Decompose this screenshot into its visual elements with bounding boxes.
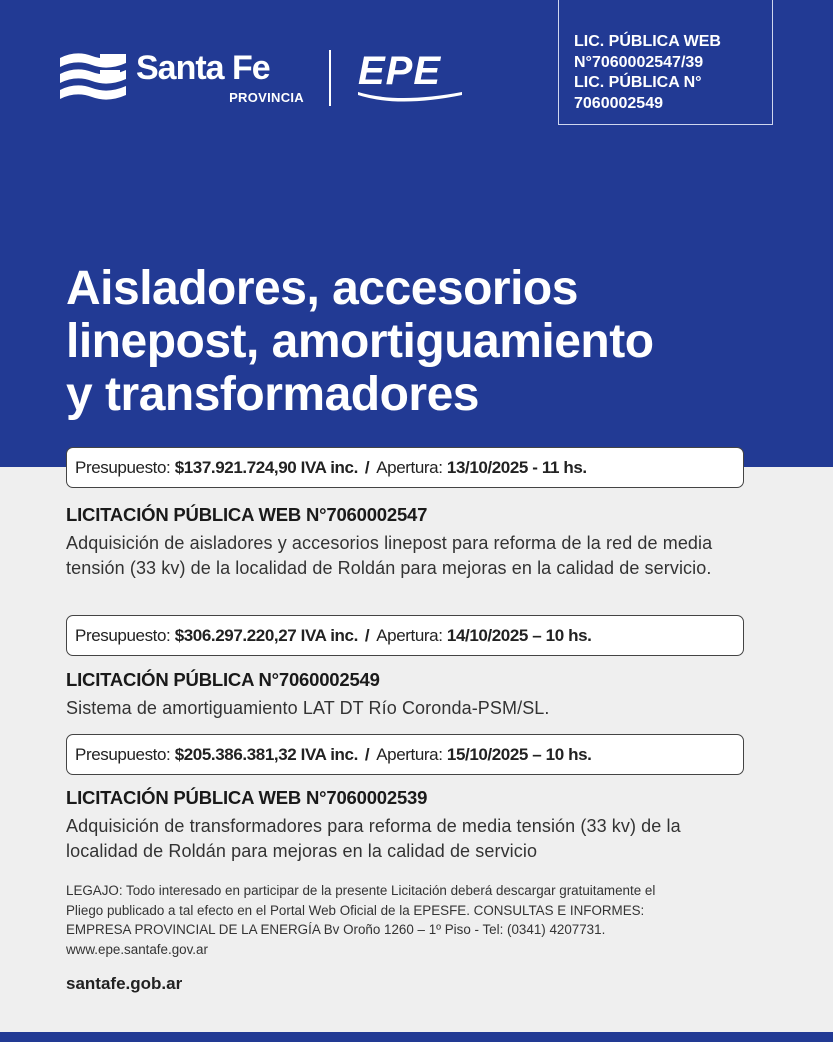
bottom-bar bbox=[0, 1032, 833, 1042]
legal-line: EMPRESA PROVINCIAL DE LA ENERGÍA Bv Oroño 1260 – 1º Piso - Tel: (0341) 4207731. bbox=[66, 922, 606, 937]
tender-section bbox=[66, 669, 756, 721]
santa-fe-logo bbox=[58, 48, 442, 108]
budget-value: $306.297.220,27 IVA inc. bbox=[174, 625, 358, 645]
brand-subtitle: PROVINCIA bbox=[229, 90, 304, 105]
legal-url[interactable]: www.epe.santafe.gov.ar bbox=[66, 941, 208, 957]
opening-label: Apertura: bbox=[376, 744, 443, 764]
opening-label: Apertura: bbox=[376, 457, 443, 477]
headline-line: linepost, amortiguamiento bbox=[66, 315, 654, 368]
opening-value: 14/10/2025 – 10 hs. bbox=[446, 625, 592, 645]
tender-description: Adquisición de transformadores para reforma de media tensión (33 kv) de la localidad de Roldán para mejoras en la calidad de servicio bbox=[66, 816, 681, 861]
budget-label: Presupuesto: bbox=[75, 457, 171, 477]
headline-line: y transformadores bbox=[66, 368, 479, 421]
license-line: 7060002549 bbox=[574, 94, 663, 112]
headline-line: Aisladores, accesorios bbox=[66, 262, 578, 315]
legal-notice bbox=[66, 881, 746, 959]
opening-label: Apertura: bbox=[376, 625, 443, 645]
license-line: N°7060002547/39 bbox=[574, 53, 704, 71]
tender-title: LICITACIÓN PÚBLICA N°7060002549 bbox=[66, 669, 380, 690]
budget-box: Presupuesto: $306.297.220,27 IVA inc. / Apertura: 14/10/2025 – 10 hs. bbox=[66, 615, 744, 656]
tender-title: LICITACIÓN PÚBLICA WEB N°7060002539 bbox=[66, 787, 428, 808]
tender-section bbox=[66, 787, 756, 863]
header-band bbox=[0, 0, 833, 467]
tender-section bbox=[66, 504, 756, 580]
headline bbox=[66, 262, 786, 421]
budget-label: Presupuesto: bbox=[75, 625, 171, 645]
budget-box: Presupuesto: $137.921.724,90 IVA inc. / Apertura: 13/10/2025 - 11 hs. bbox=[66, 447, 744, 488]
brand-name: Santa Fe bbox=[136, 49, 270, 87]
license-line: LIC. PÚBLICA WEB bbox=[574, 33, 721, 50]
footer-website-link[interactable]: santafe.gob.ar bbox=[66, 974, 183, 993]
budget-value: $137.921.724,90 IVA inc. bbox=[174, 457, 358, 477]
tender-description: Adquisición de aisladores y accesorios linepost para reforma de la red de media tensión (33 kv) de la localidad de Roldán para mejoras en la calidad de servicio. bbox=[66, 533, 713, 578]
opening-value: 13/10/2025 - 11 hs. bbox=[446, 457, 587, 477]
license-line: LIC. PÚBLICA N° bbox=[574, 74, 702, 91]
license-box bbox=[558, 0, 773, 125]
budget-label: Presupuesto: bbox=[75, 744, 171, 764]
epe-swoosh-icon bbox=[358, 90, 462, 104]
tender-title: LICITACIÓN PÚBLICA WEB N°7060002547 bbox=[66, 504, 428, 525]
budget-box: Presupuesto: $205.386.381,32 IVA inc. / Apertura: 15/10/2025 – 10 hs. bbox=[66, 734, 744, 775]
legal-line: LEGAJO: Todo interesado en participar de la presente Licitación deberá descargar gratuitamente el bbox=[66, 883, 656, 898]
epe-logo bbox=[358, 50, 464, 106]
opening-value: 15/10/2025 – 10 hs. bbox=[446, 744, 592, 764]
legal-line: Pliego publicado a tal efecto en el Portal Web Oficial de la EPESFE. CONSULTAS E INFORMES: bbox=[66, 902, 645, 918]
santa-fe-emblem-icon bbox=[58, 50, 130, 106]
epe-logo-text: EPE bbox=[358, 49, 442, 93]
logo-divider bbox=[329, 50, 331, 106]
tender-description: Sistema de amortiguamiento LAT DT Río Coronda-PSM/SL. bbox=[66, 698, 550, 718]
budget-value: $205.386.381,32 IVA inc. bbox=[174, 744, 358, 764]
